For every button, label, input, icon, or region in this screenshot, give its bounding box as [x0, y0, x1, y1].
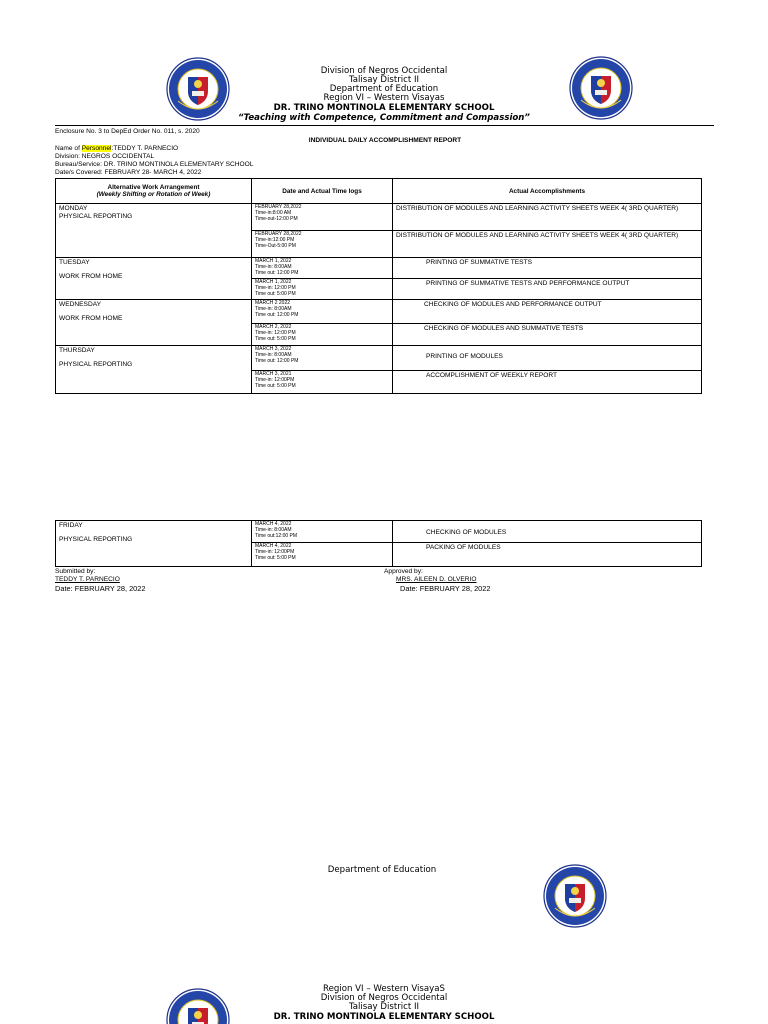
accomplishment-cell: CHECKING OF MODULES AND SUMMATIVE TESTS	[393, 324, 702, 346]
division-text: Division: NEGROS OCCIDENTAL	[55, 153, 155, 160]
deped-seal-right	[569, 56, 633, 120]
header-department: Department of Education	[329, 84, 439, 94]
accomplishment-cell: CHECKING OF MODULES	[393, 521, 702, 543]
log-date: MARCH 2, 2022	[255, 324, 292, 330]
accomplishment-cell: DISTRIBUTION OF MODULES AND LEARNING ACTIVITY SHEETS WEEK 4( 3RD QUARTER)	[393, 204, 702, 231]
log-time-out: Time out: 12:00 PM	[255, 311, 299, 318]
log-date: MARCH 3, 2021	[255, 371, 292, 377]
log-time-in: Time-in: 8:00AM	[255, 305, 292, 312]
log-date: MARCH 4, 2022	[255, 521, 292, 527]
time-log-cell	[252, 371, 393, 394]
submitted-by-name: TEDDY T. PARNECIO	[55, 576, 120, 583]
log-time-out: Time out: 5:00 PM	[255, 335, 296, 342]
col-header-work-arrangement	[56, 179, 252, 204]
header-division: Division of Negros Occidental	[320, 66, 448, 76]
day-cell-thursday	[56, 346, 252, 394]
accomplishment-cell: PRINTING OF SUMMATIVE TESTS	[393, 258, 702, 279]
accomplishment-table	[55, 178, 702, 394]
approved-by-name: MRS. AILEEN D. OLVERIO	[396, 576, 477, 583]
bureau-text: Bureau/Service: DR. TRINO MONTINOLA ELEMENTARY SCHOOL	[55, 161, 254, 168]
personnel-name-prefix: Name of	[55, 145, 82, 152]
log-time-in: Time-in: 12:00 PM	[255, 329, 296, 336]
header-region: Region VI – Western Visayas	[323, 93, 445, 103]
day-mode: WORK FROM HOME	[59, 273, 123, 280]
accomplishment-cell: CHECKING OF MODULES AND PERFORMANCE OUTPUT	[393, 300, 702, 324]
day-name: FRIDAY	[59, 522, 83, 529]
header-motto: “Teaching with Competence, Commitment and Compassion”	[238, 113, 530, 123]
time-log-cell	[252, 258, 393, 279]
time-log-cell	[252, 204, 393, 231]
time-log-cell	[252, 521, 393, 543]
header-district: Talisay District II	[348, 75, 420, 85]
day-cell-friday	[56, 521, 252, 567]
log-time-in: Time-in:12:00 PM	[255, 236, 295, 243]
submitted-by-label: Submitted by:	[55, 568, 96, 575]
page2-division: Division of Negros Occidental	[320, 993, 448, 1003]
day-mode: PHYSICAL REPORTING	[59, 213, 133, 220]
dates-covered: Date/s Covered: FEBRUARY 28- MARCH 4, 2022	[55, 169, 202, 176]
day-name: MONDAY	[59, 205, 88, 212]
deped-seal-page2-right	[543, 864, 607, 928]
col-header-accomplishments: Actual Accomplishments	[393, 179, 702, 204]
time-log-cell	[252, 279, 393, 300]
log-time-out: Time out: 5:00 PM	[255, 290, 296, 297]
header-school-name: DR. TRINO MONTINOLA ELEMENTARY SCHOOL	[273, 103, 495, 113]
accomplishment-cell: PRINTING OF SUMMATIVE TESTS AND PERFORMANCE OUTPUT	[393, 279, 702, 300]
report-title: INDIVIDUAL DAILY ACCOMPLISHMENT REPORT	[308, 137, 462, 144]
log-time-out: Time out: 5:00 PM	[255, 554, 296, 561]
log-time-in: Time-in: 12:00 PM	[255, 284, 296, 291]
time-log-cell	[252, 300, 393, 324]
log-date: MARCH 2 2022	[255, 300, 291, 306]
personnel-name-value: :TEDDY T. PARNECIO	[111, 145, 179, 152]
log-time-out: Time out: 12:00 PM	[255, 357, 299, 364]
time-log-cell	[252, 324, 393, 346]
enclosure-text: Enclosure No. 3 to DepEd Order No. 011, s. 2020	[55, 128, 200, 135]
time-log-cell	[252, 543, 393, 567]
log-date: MARCH 1, 2022	[255, 258, 292, 264]
day-cell-tuesday	[56, 258, 252, 300]
log-time-in: Time-in: 12:00PM	[255, 376, 295, 383]
page2-department: Department of Education	[327, 865, 437, 875]
accomplishment-cell: DISTRIBUTION OF MODULES AND LEARNING ACTIVITY SHEETS WEEK 4( 3RD QUARTER)	[393, 231, 702, 258]
day-mode: PHYSICAL REPORTING	[59, 536, 133, 543]
approved-date: Date: FEBRUARY 28, 2022	[400, 584, 491, 593]
time-log-cell	[252, 231, 393, 258]
log-time-in: Time-in: 8:00AM	[255, 526, 292, 533]
day-cell-wednesday	[56, 300, 252, 346]
day-name: THURSDAY	[59, 347, 95, 354]
accomplishment-cell: ACCOMPLISHMENT OF WEEKLY REPORT	[393, 371, 702, 394]
log-time-in: Time-in: 8:00AM	[255, 351, 292, 358]
submitted-date: Date: FEBRUARY 28, 2022	[55, 584, 146, 593]
log-date: MARCH 1, 2022	[255, 279, 292, 285]
accomplishment-cell: PACKING OF MODULES	[393, 543, 702, 567]
page2-school-name: DR. TRINO MONTINOLA ELEMENTARY SCHOOL	[273, 1012, 495, 1022]
col-header-work-arrangement-line2: (Weekly Shifting or Rotation of Week)	[96, 191, 211, 198]
header-rule	[55, 125, 714, 126]
log-time-out: Time out: 5:00 PM	[255, 382, 296, 389]
friday-table	[55, 520, 702, 567]
log-date: FEBRUARY 28,2022	[255, 231, 302, 237]
approved-by-label: Approved by:	[384, 568, 423, 575]
log-date: FEBRUARY 28,2022	[255, 204, 302, 210]
accomplishment-cell: PRINTING OF MODULES	[393, 346, 702, 371]
log-time-in: Time-in: 12:00PM	[255, 548, 295, 555]
day-cell-monday	[56, 204, 252, 258]
day-name: TUESDAY	[59, 259, 90, 266]
day-mode: PHYSICAL REPORTING	[59, 361, 133, 368]
log-date: MARCH 4, 2022	[255, 543, 292, 549]
col-header-time-logs: Date and Actual Time logs	[252, 179, 393, 204]
log-time-in: Time-in:8:00 AM	[255, 209, 292, 216]
personnel-highlight: Personnel	[81, 145, 112, 152]
page2-region: Region VI – Western VisayaS	[323, 984, 445, 994]
time-log-cell	[252, 346, 393, 371]
day-name: WEDNESDAY	[59, 301, 102, 308]
log-time-in: Time-in: 8:00AM	[255, 263, 292, 270]
log-time-out: Time out: 12:00 PM	[255, 269, 299, 276]
log-time-out: Time-Out-5:00 PM	[255, 242, 296, 249]
log-date: MARCH 3, 2022	[255, 346, 292, 352]
log-time-out: Time out:12:00 PM	[255, 532, 298, 539]
log-time-out: Time-out-12:00 PM	[255, 215, 298, 222]
day-mode: WORK FROM HOME	[59, 315, 123, 322]
page2-district: Talisay District II	[348, 1002, 420, 1012]
col-header-work-arrangement-line1: Alternative Work Arrangement	[107, 184, 200, 191]
personnel-name	[55, 145, 178, 153]
